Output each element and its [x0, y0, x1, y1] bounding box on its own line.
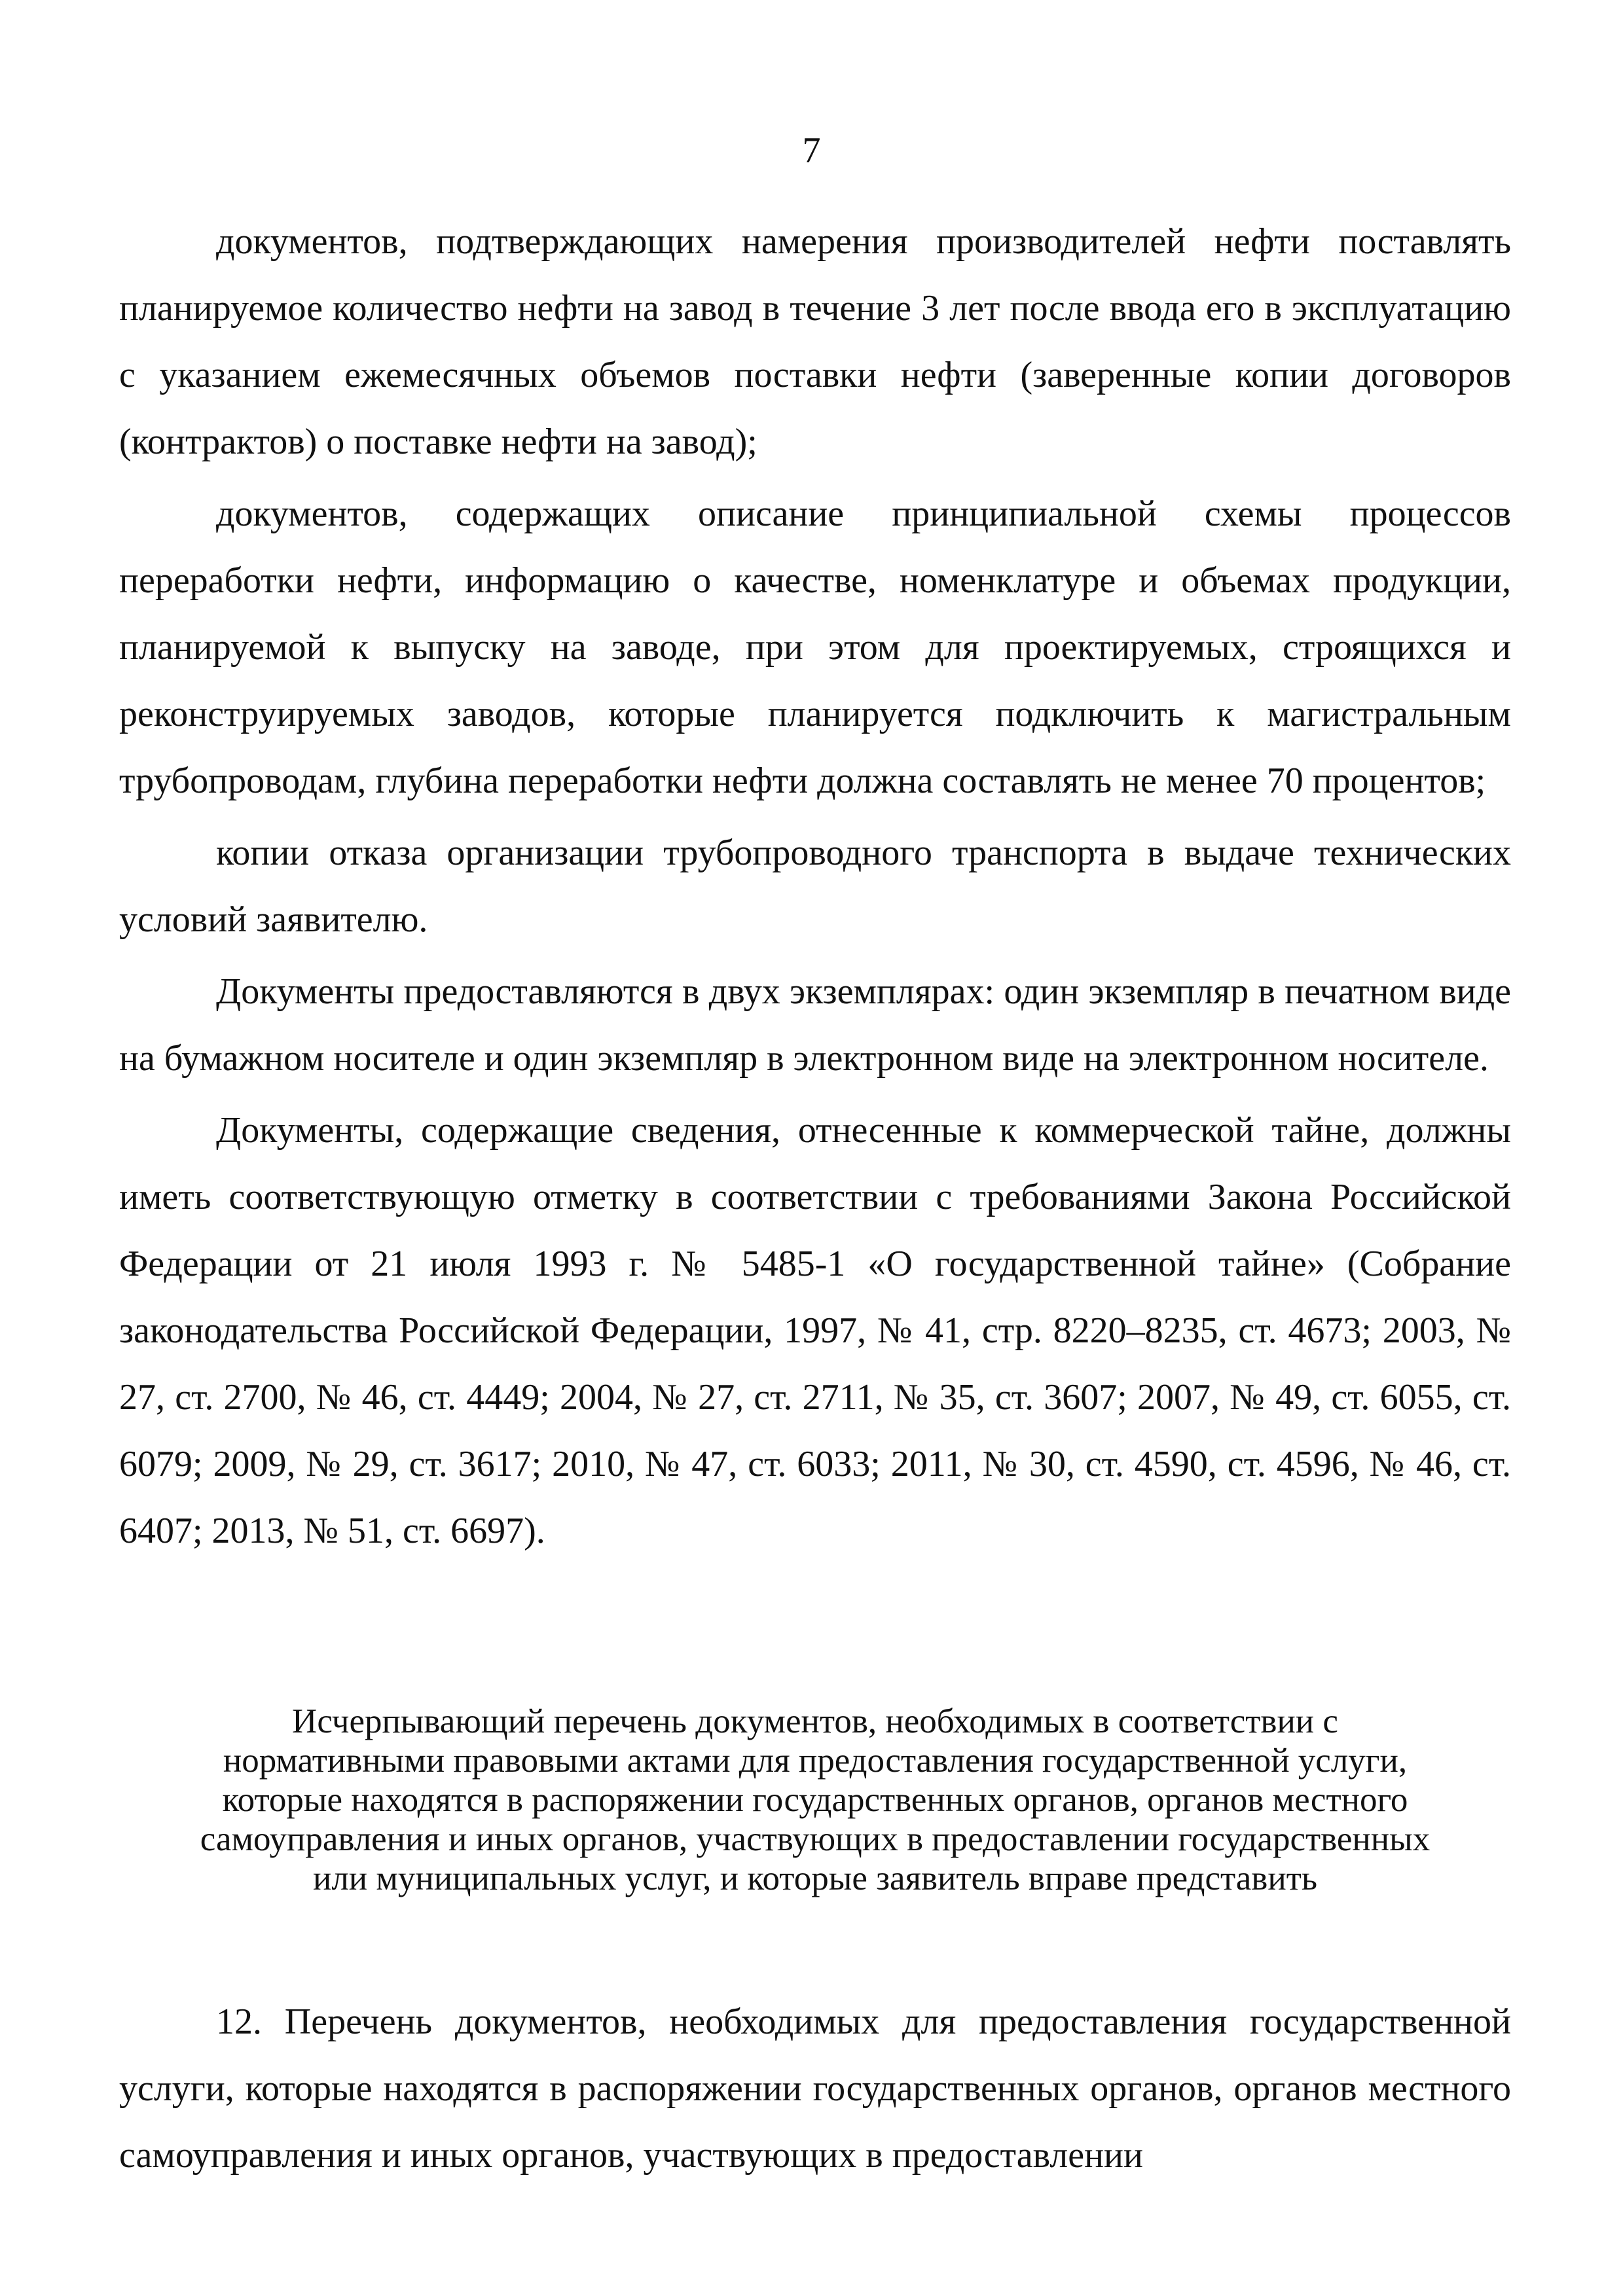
heading-line: которые находятся в распоряжении государственных органов, органов местного	[222, 1781, 1408, 1819]
paragraph-processing-scheme-documents: документов, содержащих описание принципиальной схемы процессов переработки нефти, информацию о качестве, номенклатуре и объемах продукции, планируемой к выпуску на заводе, при этом для проектируемых, строящихся и реконструируемых заводов, которые планируется подключить к магистральным трубопроводам, глубина переработки нефти должна составлять не менее 70 процентов;	[119, 493, 1511, 801]
paragraph-refusal-copy: копии отказа организации трубопроводного транспорта в выдаче технических условий заявителю.	[119, 833, 1511, 940]
heading-line: или муниципальных услуг, и которые заявитель вправе представить	[312, 1859, 1318, 1897]
paragraph-commercial-secret: Документы, содержащие сведения, отнесенные к коммерческой тайне, должны иметь соответствующую отметку в соответствии с требованиями Закона Российской Федерации от 21 июля 1993 г. № 5485-1 «О государственной тайне» (Собрание законодательства Российской Федерации, 1997, № 41, стр. 8220–8235, ст. 4673; 2003, № 27, ст. 2700, № 46, ст. 4449; 2004, № 27, ст. 2711, № 35, ст. 3607; 2007, № 49, ст. 6055, ст. 6079; 2009, № 29, ст. 3617; 2010, № 47, ст. 6033; 2011, № 30, ст. 4590, ст. 4596, № 46, ст. 6407; 2013, № 51, ст. 6697).	[119, 1110, 1511, 1551]
paragraph-copies-format: Документы предоставляются в двух экземплярах: один экземпляр в печатном виде на бумажном носителе и один экземпляр в электронном виде на электронном носителе.	[119, 971, 1511, 1079]
body-text	[119, 208, 1511, 1564]
heading-line: Исчерпывающий перечень документов, необходимых в соответствии с	[292, 1702, 1338, 1740]
paragraph-section-12: 12. Перечень документов, необходимых для предоставления государственной услуги, которые находятся в распоряжении государственных органов, органов местного самоуправления и иных органов, участвующих в предоставлении	[119, 2001, 1511, 2176]
section-heading	[119, 1702, 1511, 1898]
paragraph-oil-supply-documents: документов, подтверждающих намерения производителей нефти поставлять планируемое количество нефти на завод в течение 3 лет после ввода его в эксплуатацию с указанием ежемесячных объемов поставки нефти (заверенные копии договоров (контрактов) о поставке нефти на завод);	[119, 221, 1511, 462]
heading-line: самоуправления и иных органов, участвующих в предоставлении государственных	[200, 1820, 1431, 1858]
page-number: 7	[802, 130, 821, 171]
heading-line: нормативными правовыми актами для предоставления государственной услуги,	[223, 1742, 1408, 1780]
